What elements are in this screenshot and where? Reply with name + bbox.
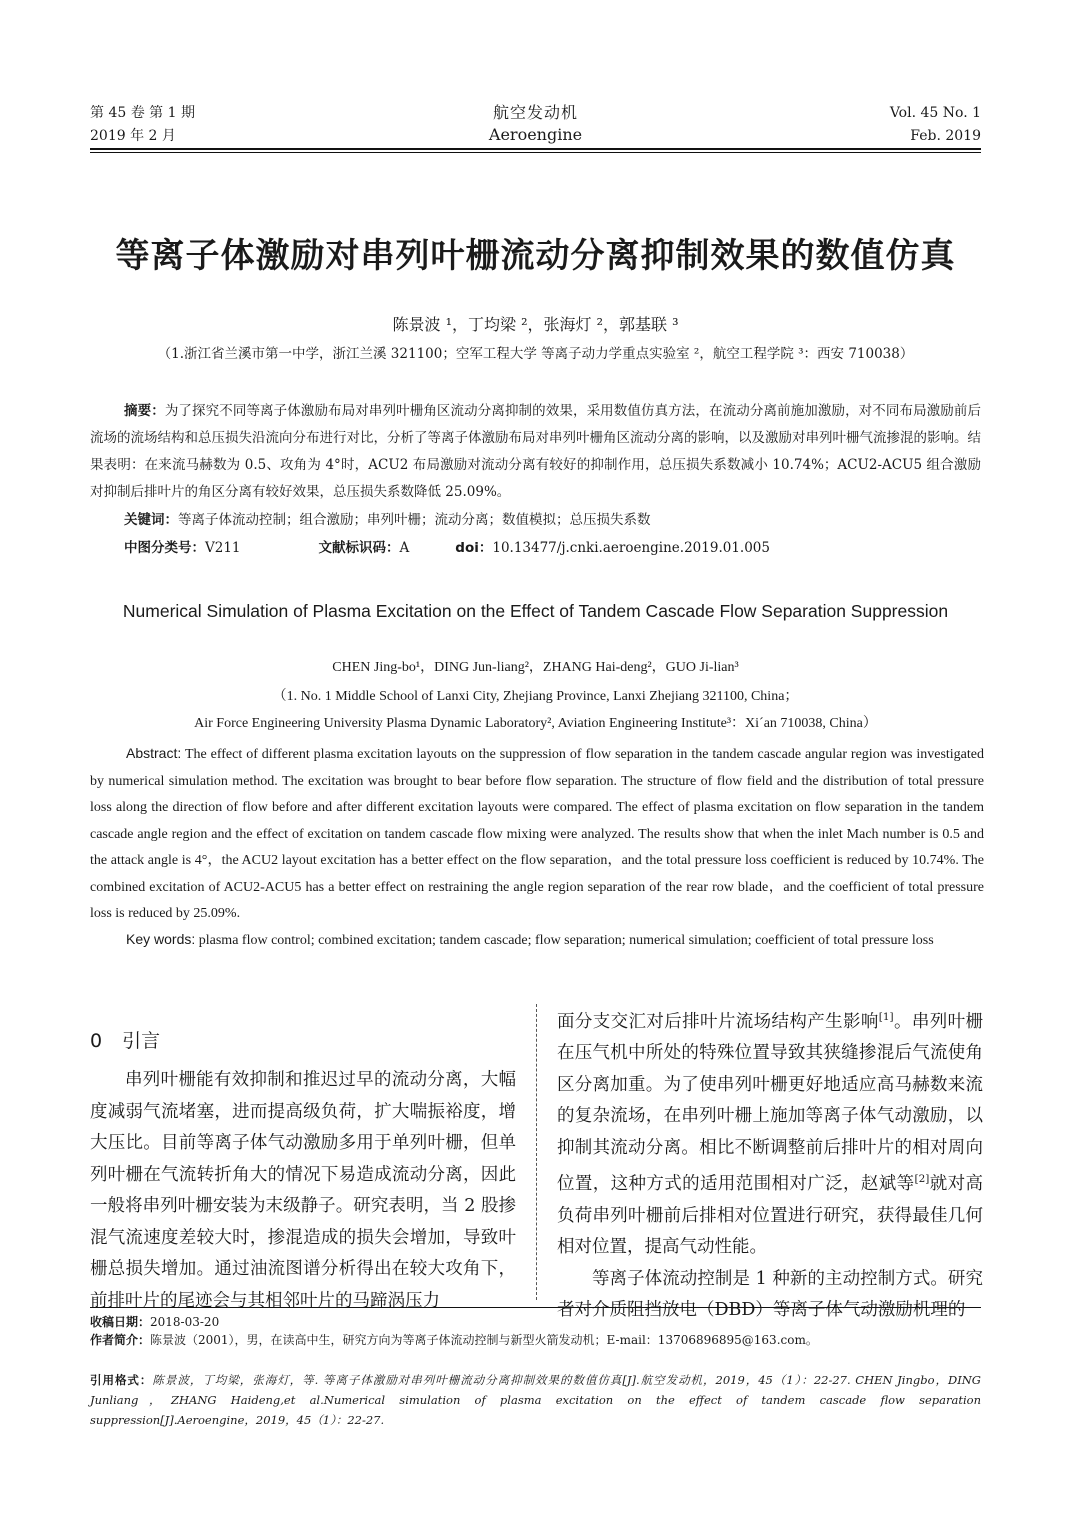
abstract-en (90, 740, 984, 928)
header-volume-issue: 第 45 卷 第 1 期 (90, 105, 195, 121)
keywords-cn-label: 关键词： (124, 512, 178, 528)
header-volume-en (890, 102, 981, 148)
section-heading (90, 1026, 160, 1053)
body-right-text-a: 面分支交汇对后排叶片流场结构产生影响 (557, 1011, 879, 1032)
journal-name-en: Aeroengine (488, 125, 583, 144)
reference-2[interactable]: [2] (914, 1173, 930, 1186)
keywords-en (90, 926, 984, 955)
received-date: 2018-03-20 (150, 1315, 220, 1329)
body-column-left (90, 1065, 516, 1317)
abstract-en-label: Abstract: (126, 745, 182, 761)
reference-1[interactable]: [1] (878, 1011, 894, 1023)
doc-code-label: 文献标识码： (318, 540, 400, 556)
citation-text: 陈景波，丁均梁，张海灯，等. 等离子体激励对串列叶栅流动分离抑制效果的数值仿真[J].航空发动机，2019，45（1）：22-27. CHEN Jingbo，DING Junliang，ZHANG Haideng,et al.Numerical simulation of plasma excitation on the effect of tandem cascade flow separation suppression[J].Aeroengine，2019，45（1）：22-27. (90, 1373, 981, 1427)
abstract-cn-label: 摘要： (124, 403, 165, 419)
affiliation-en-2: Air Force Engineering University Plasma Dynamic Laboratory², Aviation Engineering Institute³：Xi´an 710038, China） (194, 716, 877, 731)
abstract-cn-text: 为了探究不同等离子体激励布局对串列叶栅角区流动分离抑制的效果，采用数值仿真方法，在流动分离前施加激励，对不同布局激励前后流场的流场结构和总压损失沿流向分布进行对比，分析了等离子体激励布局对串列叶栅角区流动分离的影响，以及激励对串列叶栅气流掺混的影响。结果表明：在来流马赫数为 0.5、攻角为 4°时，ACU2 布局激励对流动分离有较好的抑制作用，总压损失系数减小 10.74%；ACU2-ACU5 组合激励对抑制后排叶片的角区分离有较好效果，总压损失系数降低 25.09%。 (90, 403, 982, 500)
author-bio-text: 陈景波（2001），男，在读高中生，研究方向为等离子体流动控制与新型火箭发动机；E-mail：13706896895@163.com。 (150, 1333, 818, 1347)
paper-title-cn: 等离子体激励对串列叶栅流动分离抑制效果的数值仿真 (115, 236, 956, 276)
column-divider (536, 1004, 537, 1300)
doc-code-value: A (399, 540, 410, 556)
body-left-paragraph: 串列叶栅能有效抑制和推迟过早的流动分离，大幅度减弱气流堵塞，进而提高级负荷，扩大喘振裕度，增大压比。目前等离子体气动激励多用于单列叶栅，但单列叶栅在气流转折角大的情况下易造成流动分离，因此一般将串列叶栅安装为末级静子。研究表明，当 2 股掺混气流速度差较大时，掺混造成的损失会增加，导致叶栅总损失增加。通过油流图谱分析得出在较大攻角下，前排叶片的尾迹会与其相邻叶片的马蹄涡压力 (90, 1070, 516, 1311)
affiliation-cn: （1.浙江省兰溪市第一中学，浙江兰溪 321100；空军工程大学 等离子动力学重点实验室 ²，航空工程学院 ³：西安 710038） (157, 346, 914, 362)
clc-label: 中图分类号： (124, 540, 205, 556)
body-right-paragraph-2: 等离子体流动控制是 1 种新的主动控制方式。研究者对介质阻挡放电（DBD）等离子体气动激励机理的 (557, 1268, 983, 1321)
header-vol-no: Vol. 45 No. 1 (889, 105, 981, 121)
received-label: 收稿日期： (90, 1315, 151, 1329)
section-title: 引言 (122, 1030, 161, 1052)
abstract-en-text: The effect of different plasma excitation layouts on the suppression of flow separation in the tandem cascade angular region was investigated by numerical simulation method. The excitation was brought to bear before flow separation. The structure of flow field and the distribution of total pressure loss along the direction of flow before and after different excitation layouts were compared. The effect of plasma excitation on flow separation in the tandem cascade angle region and the effect of excitation on tandem cascade flow mixing were analyzed. The results show that when the inlet Mach number is 0.5 and the attack angle is 4°，the ACU2 layout excitation has a better effect on the flow separation，and the total pressure loss coefficient is reduced by 10.74%. The combined excitation of ACU2-ACU5 has a better effect on restraining the angle region separation of the rear row blade，and the coefficient of total pressure loss is reduced by 25.09%. (90, 747, 984, 921)
body-right-text-c: 就对高负荷串列叶栅前后排相对位置进行研究，获得最佳几何相对位置，提高气动性能。 (557, 1174, 983, 1258)
doi-value: 10.13477/j.cnki.aeroengine.2019.01.005 (492, 540, 770, 556)
keywords-en-label: Key words: (126, 931, 196, 947)
header-date-cn: 2019 年 2 月 (90, 128, 176, 144)
footnote-received (90, 1313, 219, 1330)
body-right-paragraph-1 (557, 1002, 983, 1264)
authors-cn: 陈景波 ¹，丁均梁 ²，张海灯 ²，郭基联 ³ (392, 315, 679, 334)
body-right-text-b: 。串列叶栅在压气机中所处的特殊位置导致其狭缝掺混后气流使角区分离加重。为了使串列叶栅更好地适应高马赫数来流的复杂流场，在串列叶栅上施加等离子体气动激励，以抑制其流动分离。相比不断调整前后排叶片的相对周向位置，这种方式的适用范围相对广泛，赵斌等 (557, 1011, 983, 1195)
header-rule-thin (90, 152, 981, 153)
header-date-en: Feb. 2019 (910, 128, 981, 144)
authors-en: CHEN Jing-bo¹，DING Jun-liang²，ZHANG Hai-deng²，GUO Ji-lian³ (332, 660, 739, 675)
affiliation-en-1: （1. No. 1 Middle School of Lanxi City, Zhejiang Province, Lanxi Zhejiang 321100, China； (272, 689, 799, 704)
footnote-author-bio (90, 1331, 818, 1348)
classification-line (124, 536, 770, 556)
journal-name-cn: 航空发动机 (492, 103, 578, 122)
author-bio-label: 作者简介： (90, 1333, 151, 1347)
paper-title-en: Numerical Simulation of Plasma Excitation on the Effect of Tandem Cascade Flow Separation Suppression (122, 601, 949, 621)
abstract-cn (90, 398, 981, 506)
doi-label: doi： (455, 540, 493, 556)
section-number: 0 (90, 1030, 103, 1052)
keywords-cn (124, 508, 651, 528)
keywords-cn-text: 等离子体流动控制；组合激励；串列叶栅；流动分离；数值模拟；总压损失系数 (178, 512, 651, 528)
header-rule-thick (90, 148, 981, 150)
keywords-en-text: plasma flow control; combined excitation; tandem cascade; flow separation; numerical simulation; coefficient of total pressure loss (195, 933, 934, 948)
footnote-rule (90, 1307, 981, 1308)
citation-format (90, 1370, 981, 1430)
citation-label: 引用格式： (90, 1373, 153, 1387)
body-column-right (557, 1002, 983, 1327)
clc-value: V211 (205, 540, 241, 556)
